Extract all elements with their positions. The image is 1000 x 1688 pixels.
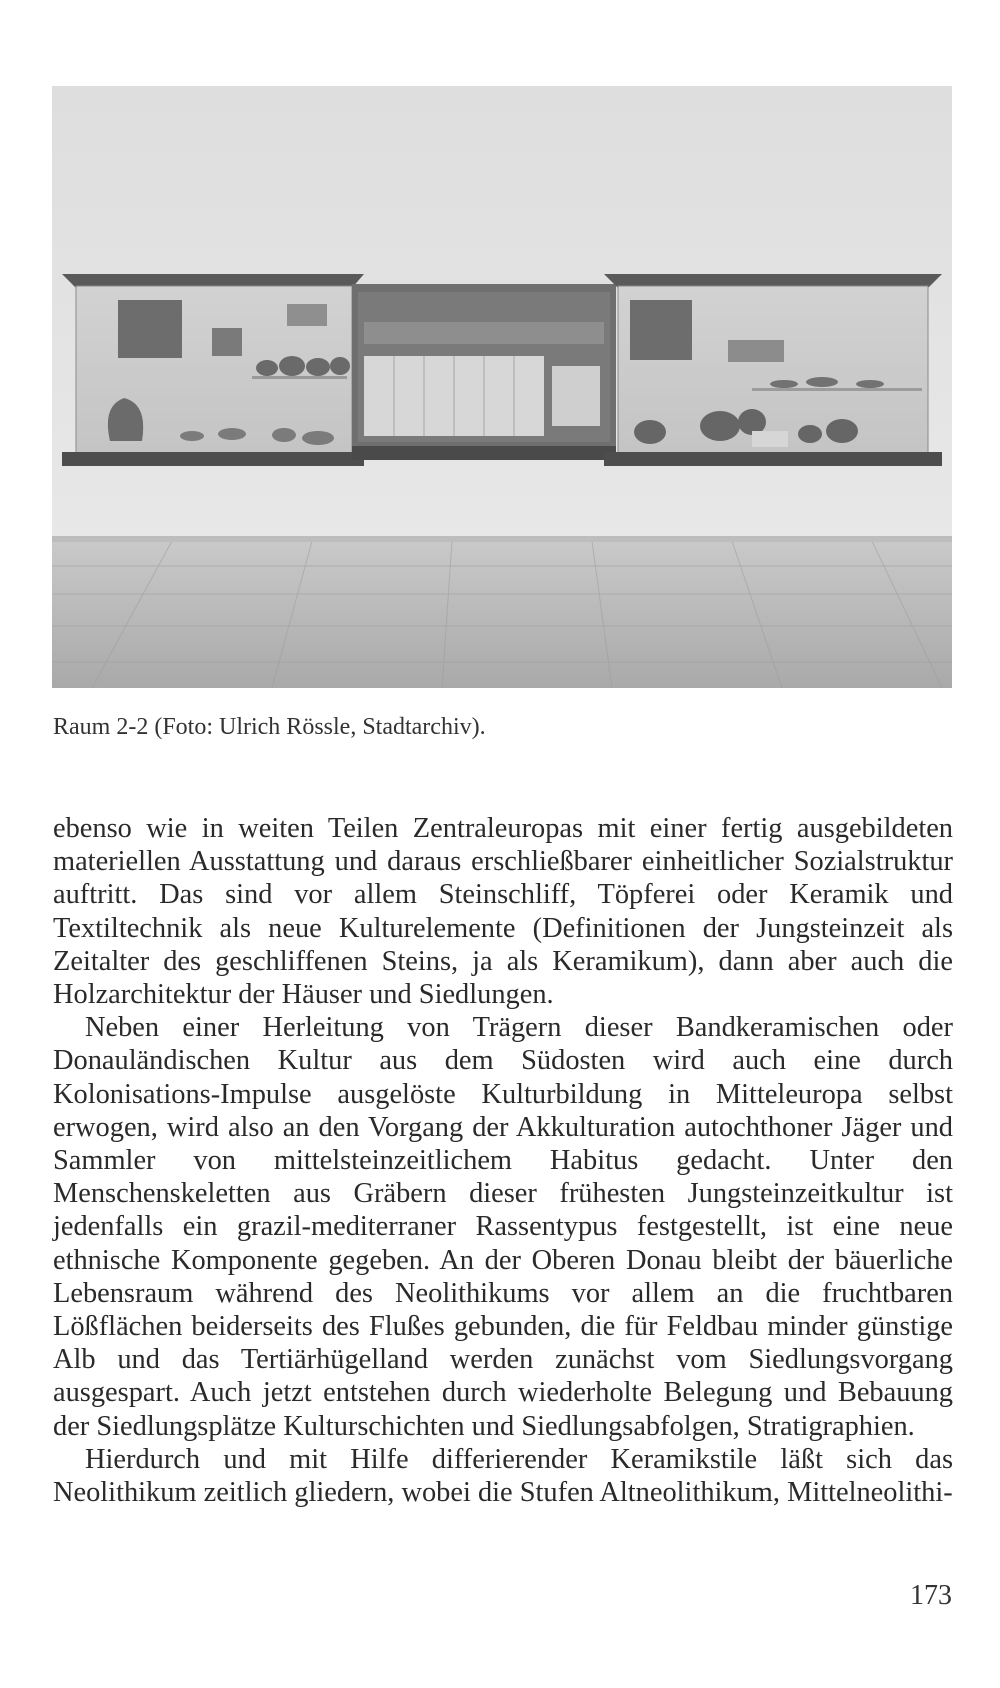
exhibition-photo [52,86,952,688]
page-number: 173 [910,1580,952,1611]
photo-caption: Raum 2-2 (Foto: Ulrich Rössle, Stadtarchiv). [53,714,486,740]
paragraph-1: ebenso wie in weiten Teilen Zentraleuropas mit einer fertig ausgebildeten materiellen Ausstattung und daraus erschließbarer einheitlicher Sozialstruktur auftritt. Das sind vor allem Steinschliff, Töpferei oder Keramik und Textiltechnik als neue Kulturelemente (Definitionen der Jungsteinzeit als Zeitalter des geschliffenen Steins, ja als Keramikum), dann aber auch die Holzarchitektur der Häuser und Siedlungen. [53,813,953,1011]
body-text [53,812,953,1509]
paragraph-2: Neben einer Herleitung von Trägern dieser Bandkeramischen oder Donauländischen Kultur aus dem Südosten wird auch eine durch Kolonisations-Impulse ausgelöste Kulturbildung in Mitteleuropa selbst erwogen, wird also an den Vorgang der Akkulturation autochthoner Jäger und Sammler von mittelsteinzeitlichem Habitus gedacht. Unter den Menschenskeletten aus Gräbern dieser frühesten Jungsteinzeitkultur ist jedenfalls ein grazil-mediterraner Rassentypus festgestellt, ist eine neue ethnische Komponente gegeben. An der Oberen Donau bleibt der bäuerliche Lebensraum während des Neolithikums vor allem an die fruchtbaren Lößflächen beiderseits des Flußes gebunden, die für Feldbau minder günstige Alb und das Tertiärhügelland werden zunächst vom Siedlungsvorgang ausgespart. Auch jetzt entstehen durch wiederholte Belegung und Bebauung der Siedlungsplätze Kulturschichten und Siedlungsabfolgen, Stratigraphien. [53,1012,953,1442]
paragraph-3: Hierdurch und mit Hilfe differierender Keramikstile läßt sich das Neolithikum zeitlich gliedern, wobei die Stufen Altneolithikum, Mittelneolithi- [53,1443,953,1509]
